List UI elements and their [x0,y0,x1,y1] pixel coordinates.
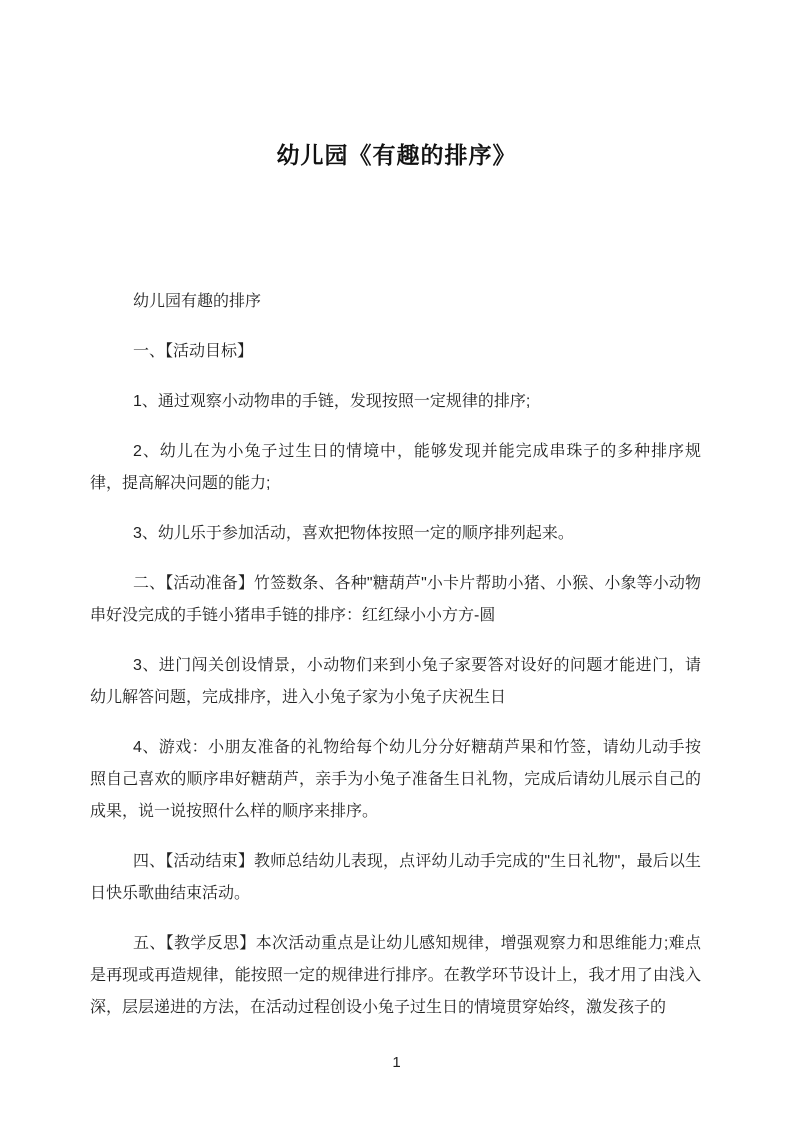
paragraph-goal-3: 3、幼儿乐于参加活动，喜欢把物体按照一定的顺序排列起来。 [133,525,574,542]
paragraph-goal-2: 2、幼儿在为小兔子过生日的情境中，能够发现并能完成串珠子的多种排序规律，提高解决问题的能力; [90,443,701,492]
paragraph-step-4: 4、游戏：小朋友准备的礼物给每个幼儿分分好糖葫芦果和竹签，请幼儿动手按照自己喜欢的顺序串好糖葫芦，亲手为小兔子准备生日礼物，完成后请幼儿展示自己的成果，说一说按照什么样的顺序来排序。 [90,739,701,820]
paragraph-goal-1: 1、通过观察小动物串的手链，发现按照一定规律的排序; [133,393,531,410]
paragraph-intro: 幼儿园有趣的排序 [133,293,262,310]
paragraph-section-ending: 四、【活动结束】教师总结幼儿表现，点评幼儿动手完成的"生日礼物"，最后以生日快乐歌曲结束活动。 [90,853,701,902]
paragraph-section-reflection: 五、【教学反思】本次活动重点是让幼儿感知规律，增强观察力和思维能力;难点是再现或再造规律，能按照一定的规律进行排序。在教学环节设计上，我才用了由浅入深，层层递进的方法，在活动过程创设小兔子过生日的情境贯穿始终，激发孩子的 [90,935,701,1016]
paragraph-step-3: 3、进门闯关创设情景，小动物们来到小兔子家要答对设好的问题才能进门，请幼儿解答问题，完成排序，进入小兔子家为小兔子庆祝生日 [90,657,701,706]
document-title: 幼儿园《有趣的排序》 [276,142,517,168]
document-body [90,286,701,1024]
paragraph-section-goals: 一、【活动目标】 [133,343,254,360]
paragraph-section-preparation: 二、【活动准备】竹签数条、各种"糖葫芦"小卡片帮助小猪、小猴、小象等小动物串好没完成的手链小猪串手链的排序：红红绿小小方方-圆 [90,575,701,624]
page-number: 1 [392,1054,401,1071]
